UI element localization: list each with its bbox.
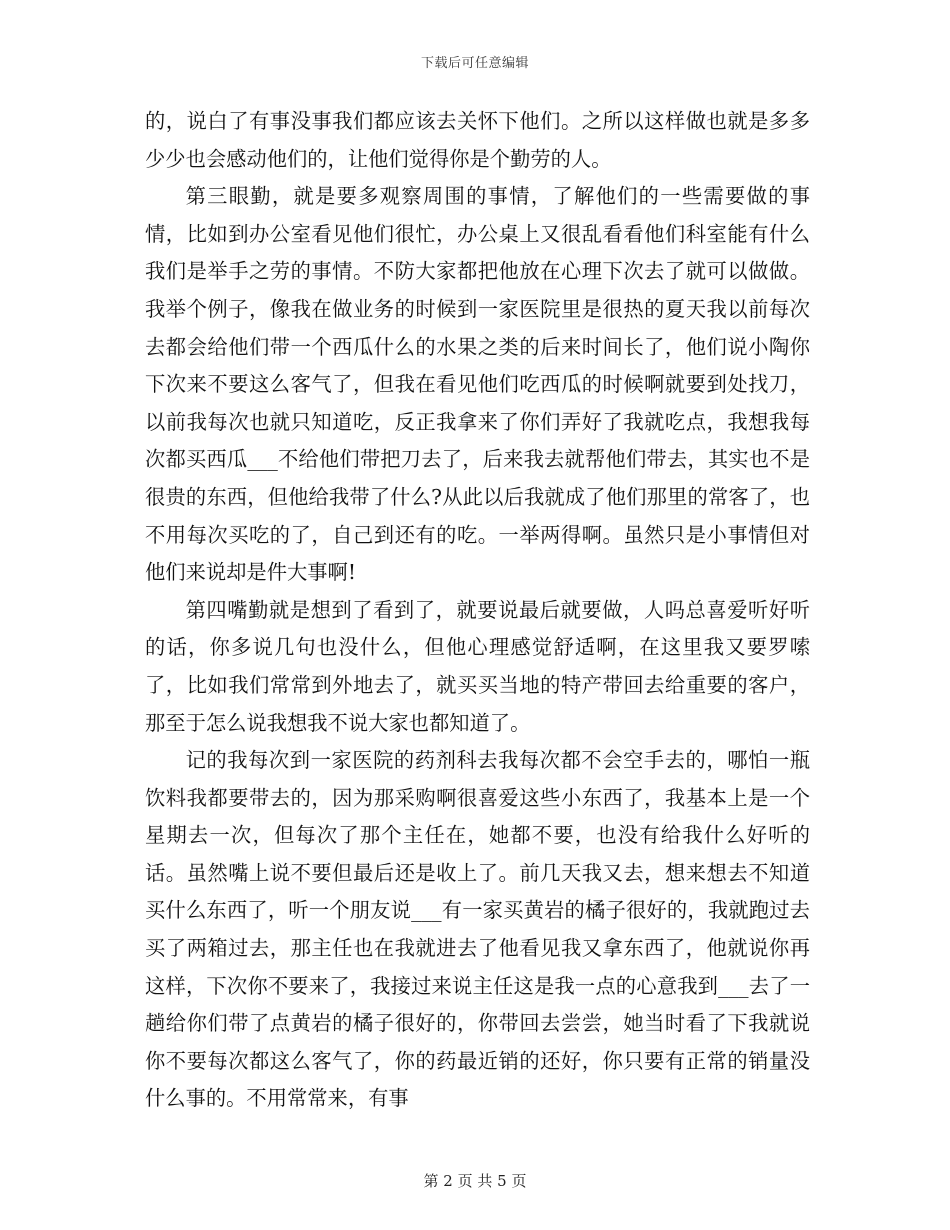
paragraph-2: 第三眼勤，就是要多观察周围的事情，了解他们的一些需要做的事情，比如到办公室看见他们很忙，办公桌上又很乱看看他们科室能有什么我们是举手之劳的事情。不防大家都把他放在心理下次去了就可以做做。我举个例子，像我在做业务的时候到一家医院里是很热的夏天我以前每次去都会给他们带一个西瓜什么的水果之类的后来时间长了，他们说小陶你下次来不要这么客气了，但我在看见他们吃西瓜的时候啊就要到处找刀，以前我每次也就只知道吃，反正我拿来了你们弄好了我就吃点，我想我每次都买西瓜___不给他们带把刀去了，后来我去就帮他们带去，其实也不是很贵的东西，但他给我带了什么?从此以后我就成了他们那里的常客了，也不用每次买吃的了，自己到还有的吃。一举两得啊。虽然只是小事情但对他们来说却是件大事啊!: [145, 184, 810, 585]
paragraph-3: 第四嘴勤就是想到了看到了，就要说最后就要做，人吗总喜爱听好听的话，你多说几句也没什么，但他心理感觉舒适啊，在这里我又要罗嗦了，比如我们常常到外地去了，就买买当地的特产带回去给重要的客户，那至于怎么说我想我不说大家也都知道了。: [145, 597, 810, 735]
document-body: [145, 103, 810, 1118]
paragraph-1: 的，说白了有事没事我们都应该去关怀下他们。之所以这样做也就是多多少少也会感动他们的，让他们觉得你是个勤劳的人。: [145, 109, 810, 171]
paragraph-4: 记的我每次到一家医院的药剂科去我每次都不会空手去的，哪怕一瓶饮料我都要带去的，因为那采购啊很喜爱这些小东西了，我基本上是一个星期去一次，但每次了那个主任在，她都不要，也没有给我什么好听的话。虽然嘴上说不要但最后还是收上了。前几天我又去，想来想去不知道买什么东西了，听一个朋友说___有一家买黄岩的橘子很好的，我就跑过去买了两箱过去，那主任也在我就进去了他看见我又拿东西了，他就说你再这样，下次你不要来了，我接过来说主任这是我一点的心意我到___去了一趟给你们带了点黄岩的橘子很好的，你带回去尝尝，她当时看了下我就说你不要每次都这么客气了，你的药最近销的还好，你只要有正常的销量没什么事的。不用常常来，有事: [145, 748, 810, 1111]
page-number-footer: 第 2 页 共 5 页: [423, 1172, 527, 1190]
page-header: 下载后可任意编辑: [420, 56, 529, 71]
